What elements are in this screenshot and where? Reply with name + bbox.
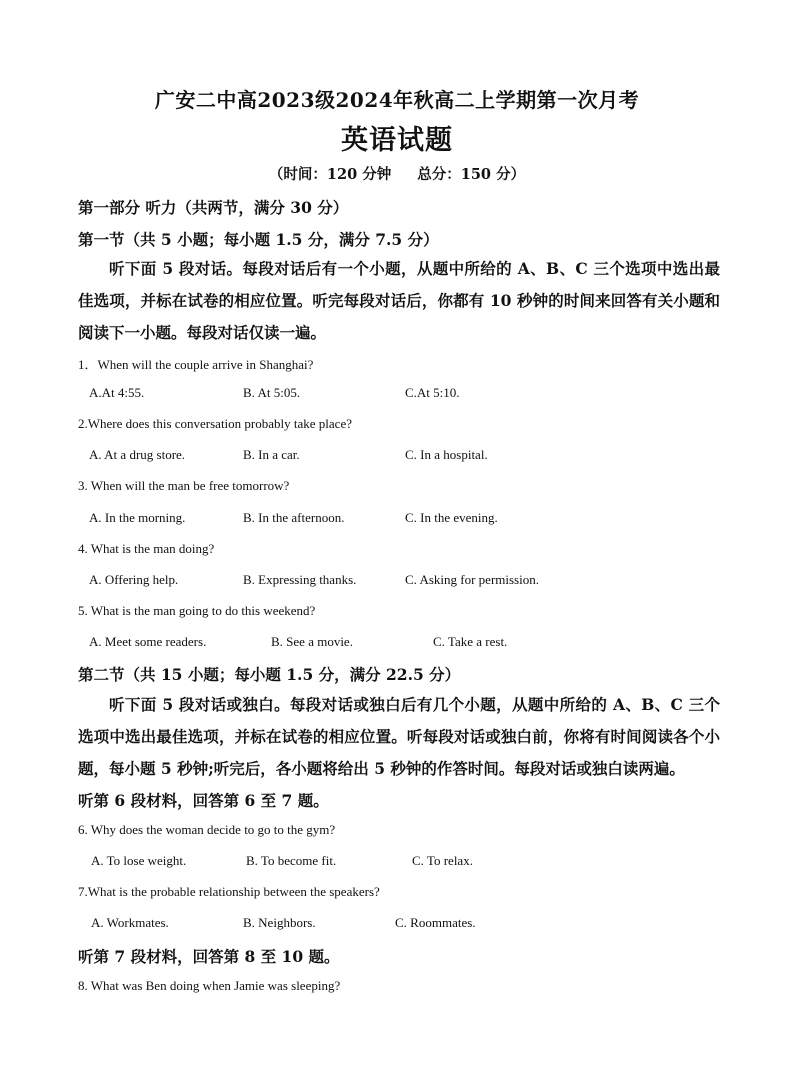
option-b[interactable]: B. Expressing thanks.: [243, 572, 357, 587]
exam-meta: [0, 163, 794, 184]
option-b[interactable]: B. In the afternoon.: [243, 510, 345, 525]
option-c[interactable]: C. Take a rest.: [433, 634, 508, 649]
question-5-options: [0, 634, 794, 652]
question-4-options: [0, 572, 794, 590]
question-2: 2.Where does this conversation probably take place?: [78, 416, 352, 431]
option-b[interactable]: B. In a car.: [243, 447, 300, 462]
option-c[interactable]: C. Asking for permission.: [405, 572, 539, 587]
question-5: 5. What is the man going to do this weekend?: [78, 603, 316, 618]
option-a[interactable]: A. At a drug store.: [89, 447, 186, 462]
option-b[interactable]: B. See a movie.: [271, 634, 353, 649]
section1-instructions: 听下面 5 段对话。每段对话后有一个小题，从题中所给的 A、B、C 三个选项中选出最佳选项，并标在试卷的相应位置。听完每段对话后，你都有 10 秒钟的时间来回答有关小题和阅读下一小题。每段对话仅读一遍。: [78, 259, 720, 342]
question-7: 7.What is the probable relationship between the speakers?: [78, 884, 380, 899]
question-3: 3. When will the man be free tomorrow?: [78, 478, 290, 493]
option-c[interactable]: C. In a hospital.: [405, 447, 488, 462]
question-2-options: [0, 447, 794, 465]
option-a[interactable]: A. Meet some readers.: [89, 634, 207, 649]
question-3-options: [0, 510, 794, 528]
total-score: 总分：150 分）: [417, 166, 526, 183]
question-4: 4. What is the man doing?: [78, 541, 215, 556]
option-c[interactable]: C. Roommates.: [395, 915, 476, 930]
section1-heading: 第一节（共 5 小题；每小题 1.5 分，满分 7.5 分）: [78, 230, 439, 249]
option-b[interactable]: B. At 5:05.: [243, 385, 301, 400]
option-a[interactable]: A. In the morning.: [89, 510, 186, 525]
option-a[interactable]: A. Offering help.: [89, 572, 179, 587]
option-b[interactable]: B. Neighbors.: [243, 915, 316, 930]
question-6-options: [0, 853, 794, 871]
option-a[interactable]: A.At 4:55.: [89, 385, 145, 400]
section2-instructions: 听下面 5 段对话或独白。每段对话或独白后有几个小题，从题中所给的 A、B、C 三个选项中选出最佳选项，并标在试卷的相应位置。听每段对话或独白前，你将有时间阅读各个小题，每小题 5 秒钟;听完后，各小题将给出 5 秒钟的作答时间。每段对话或独白读两遍。: [78, 695, 720, 778]
option-b[interactable]: B. To become fit.: [246, 853, 337, 868]
section2-heading: 第二节（共 15 小题；每小题 1.5 分，满分 22.5 分）: [78, 665, 461, 684]
question-7-options: [0, 915, 794, 933]
option-a[interactable]: A. Workmates.: [91, 915, 169, 930]
time-limit: （时间：120 分钟: [268, 166, 392, 183]
question-8: 8. What was Ben doing when Jamie was sleeping?: [78, 978, 341, 993]
option-c[interactable]: C.At 5:10.: [405, 385, 460, 400]
option-a[interactable]: A. To lose weight.: [91, 853, 187, 868]
subject-title: 英语试题: [341, 125, 453, 156]
part1-heading: 第一部分 听力（共两节，满分 30 分）: [78, 198, 349, 217]
option-c[interactable]: C. To relax.: [412, 853, 473, 868]
exam-title: 广安二中高2023级2024年秋高二上学期第一次月考: [154, 88, 640, 112]
question-1: 1．When will the couple arrive in Shanghai?: [78, 357, 314, 372]
question-1-options: [0, 385, 794, 403]
question-6: 6. Why does the woman decide to go to the gym?: [78, 822, 336, 837]
material-7-heading: 听第 7 段材料，回答第 8 至 10 题。: [78, 947, 340, 966]
material-6-heading: 听第 6 段材料，回答第 6 至 7 题。: [78, 791, 329, 810]
option-c[interactable]: C. In the evening.: [405, 510, 498, 525]
